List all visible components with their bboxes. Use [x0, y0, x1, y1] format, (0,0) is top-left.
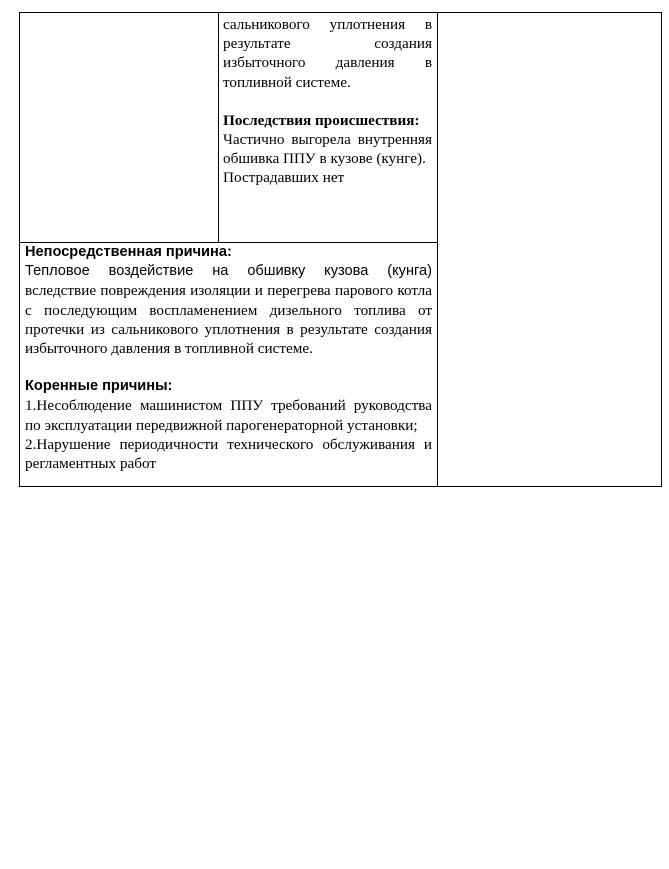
causes-cell — [20, 243, 438, 487]
consequences-heading: Последствия происшествия: — [223, 111, 420, 129]
root-cause-item: 2.Нарушение периодичности технического обслуживания и регламентных работ — [25, 435, 432, 473]
consequences-cell — [219, 13, 438, 243]
casualties-text: Пострадавших нет — [223, 169, 345, 187]
consequences-text: Частично выгорела внутренняя обшивка ППУ в кузове (кунге). — [223, 131, 432, 168]
root-cause-item: 1.Несоблюдение машинистом ППУ требований руководства по эксплуатации передвижной парогенераторной установки; — [25, 397, 432, 434]
root-causes-heading: Коренные причины: — [25, 378, 173, 395]
direct-cause-text: вследствие повреждения изоляции и перегрева парового котла с последующим воспламенением дизельного топлива от протечки из сальникового уплотнения в результате создания избыточного давления в топливной системе. — [25, 282, 432, 358]
continuation-text: сальникового уплотнения в результате создания избыточного давления в топливной системе. — [223, 16, 432, 91]
direct-cause-heading: Непосредственная причина: — [25, 244, 232, 260]
incident-table — [19, 12, 662, 487]
direct-cause-lead: Тепловое воздействие на обшивку кузова (кунга) — [25, 263, 432, 280]
table-row — [20, 13, 662, 243]
empty-cell-right — [438, 13, 662, 487]
empty-cell-left — [20, 13, 219, 243]
